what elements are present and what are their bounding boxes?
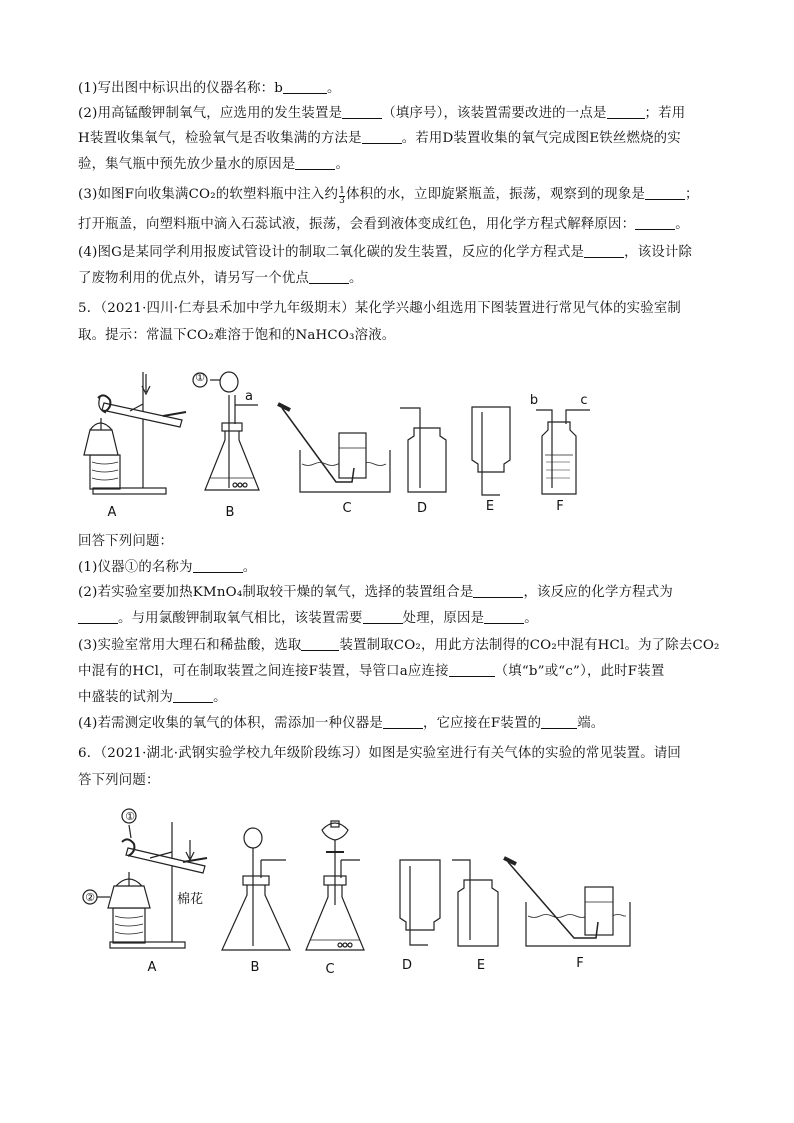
q5-label-c: C <box>342 501 352 516</box>
q6-intro-line1: 6．（2021·湖北·武钢实验学校九年级阶段练习）如图是实验室进行有关气体的实验的常见装置。请回 <box>78 746 682 761</box>
q4-part2-line2: H装置收集氧气，检验氧气是否收集满的方法是 。若用D装置收集的氧气完成图E铁丝燃烧的实 <box>78 131 681 146</box>
q4-part4-line1: (4)图G是某同学利用报废试管设计的制取二氧化碳的发生装置，反应的化学方程式是 ，该设计除 <box>78 245 693 260</box>
q6-mark-1: ① <box>125 810 135 823</box>
q5-part3-line2: 中混有的HCl，可在制取装置之间连接F装置，导管口a应连接 （填“b”或“c”），此时F装置 <box>78 664 665 679</box>
q6-label-e: E <box>476 958 486 973</box>
q5-part1: (1)仪器①的名称为 。 <box>78 560 257 575</box>
q6-device-e <box>452 860 498 946</box>
q6-label-b: B <box>250 960 260 975</box>
q6-device-d <box>400 860 440 945</box>
q6-device-c <box>306 821 364 950</box>
q6-device-a <box>83 809 207 948</box>
q5-label-a: A <box>107 505 117 520</box>
q5-label-f: F <box>556 499 564 514</box>
q5-label-d: D <box>416 501 428 516</box>
fraction-one-third: $\frac{1}{3}$ <box>339 186 346 206</box>
q5-intro-line1: 5．（2021·四川·仁寿县禾加中学九年级期末）某化学兴趣小组选用下图装置进行常见气体的实验室制 <box>78 301 682 316</box>
q4-part1: (1)写出图中标识出的仪器名称：b 。 <box>78 81 341 96</box>
q4-part2-line3: 验，集气瓶中预先放少量水的原因是 。 <box>78 157 350 172</box>
q6-cotton-label: 棉花 <box>176 892 204 907</box>
q6-label-a: A <box>147 960 157 975</box>
q5-answer-intro: 回答下列问题： <box>78 534 174 549</box>
q4-part2-line1: (2)用高锰酸钾制氧气，应选用的发生装置是 （填序号），该装置需要改进的一点是 ；若用 <box>78 106 686 121</box>
q5-port-b: b <box>529 393 539 408</box>
q6-label-c: C <box>325 962 335 977</box>
q6-intro-line2: 答下列问题： <box>78 773 160 788</box>
q6-label-d: D <box>401 958 413 973</box>
q4-part4-line2: 了废物利用的优点外，请另写一个优点 。 <box>78 271 363 286</box>
q5-port-a: a <box>245 389 253 404</box>
q6-mark-2: ② <box>85 891 95 904</box>
q4-part3-line1: (3)如图F向收集满CO₂的软塑料瓶中注入约 $\frac{1}{3}$ 体积的水，立即旋紧瓶盖，振荡，观察到的现象是 ； <box>78 186 699 206</box>
q5-label-e: E <box>485 499 495 514</box>
q5-part2-line2: 。与用氯酸钾制取氧气相比，该装置需要 处理，原因是 。 <box>78 610 538 628</box>
q5-label-b: B <box>225 505 235 520</box>
q6-device-b <box>222 828 290 950</box>
q6-device-f <box>504 858 630 946</box>
q4-part3-line2: 打开瓶盖，向塑料瓶中滴入石蕊试液，振荡，会看到液体变成红色，用化学方程式解释原因： 。 <box>78 217 689 232</box>
q5-part2-line1: (2)若实验室要加热KMnO₄制取较干燥的氧气，选择的装置组合是 ，该反应的化学方程式为 <box>78 585 673 600</box>
q5-mark-1: ① <box>195 371 205 384</box>
q5-intro-line2: 取。提示：常温下CO₂难溶于饱和的NaHCO₃溶液。 <box>78 328 396 343</box>
q5-part4: (4)若需测定收集的氧气的体积，需添加一种仪器是 ，它应接在F装置的 端。 <box>78 716 605 731</box>
q5-port-c: c <box>580 393 588 408</box>
q5-part3-line1: (3)实验室常用大理石和稀盐酸，选取 装置制取CO₂，用此方法制得的CO₂中混有HCl。为了除去CO₂ <box>78 638 720 653</box>
q6-label-f: F <box>576 956 584 971</box>
q5-part3-line3: 中盛装的试剂为 。 <box>78 690 227 705</box>
